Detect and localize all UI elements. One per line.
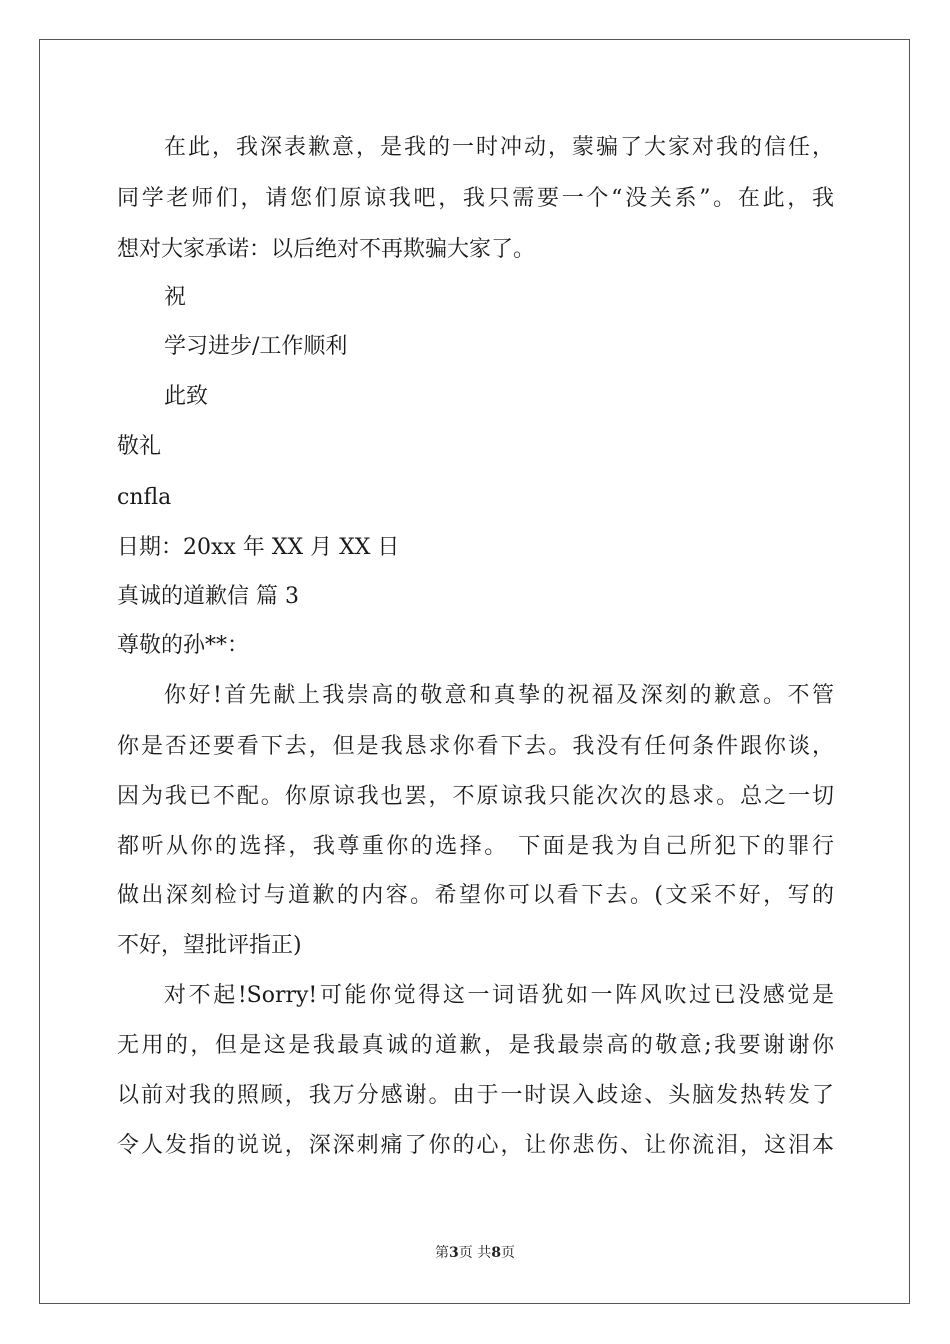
closing-salute-text: 敬礼: [117, 434, 162, 459]
paragraph-line: 不好，望批评指正): [117, 933, 302, 958]
section-heading: 真诚的道歉信 篇 3: [117, 584, 299, 609]
total-pages-number: 8: [491, 1245, 501, 1261]
paragraph-line: 同学老师们，请您们原谅我吧，我只需要一个“没关系”。在此，我: [117, 186, 834, 211]
paragraph-line: 无用的，但是这是我最真诚的道歉，是我最崇高的敬意;我要谢谢你: [117, 1033, 834, 1058]
signature: cnfla: [117, 485, 172, 510]
footer-mid: 页 共: [458, 1245, 492, 1261]
closing-salute: 此致: [164, 384, 209, 409]
current-page-number: 3: [449, 1245, 459, 1261]
paragraph-line: 令人发指的说说，深深刺痛了你的心，让你悲伤、让你流泪，这泪本: [117, 1133, 834, 1158]
page-footer: [0, 1242, 950, 1262]
paragraph-line: 想对大家承诺：以后绝对不再欺骗大家了。: [117, 237, 536, 262]
salutation: 尊敬的孙**：: [117, 633, 250, 658]
footer-suffix: 页: [500, 1245, 515, 1261]
paragraph-line: 对不起!Sorry!可能你觉得这一词语犹如一阵风吹过已没感觉是: [164, 983, 834, 1008]
closing-wish: 祝: [164, 285, 187, 310]
paragraph-line: 因为我已不配。你原谅我也罢，不原谅我只能次次的恳求。总之一切: [117, 784, 834, 809]
paragraph-line: 你是否还要看下去，但是我恳求你看下去。我没有任何条件跟你谈，: [117, 734, 834, 759]
date-line: 日期：20xx 年 XX 月 XX 日: [117, 535, 400, 560]
paragraph-line: 做出深刻检讨与道歉的内容。希望你可以看下去。(文采不好，写的: [117, 883, 834, 908]
closing-wish-text: 学习进步/工作顺利: [164, 334, 348, 359]
paragraph-line: 以前对我的照顾，我万分感谢。由于一时误入歧途、头脑发热转发了: [117, 1083, 834, 1108]
paragraph-line: 你好!首先献上我崇高的敬意和真挚的祝福及深刻的歉意。不管: [164, 683, 834, 708]
paragraph-line: 在此，我深表歉意，是我的一时冲动，蒙骗了大家对我的信任，: [164, 135, 834, 160]
footer-prefix: 第: [435, 1245, 450, 1261]
paragraph-line: 都听从你的选择，我尊重你的选择。 下面是我为自己所犯下的罪行: [117, 834, 834, 859]
